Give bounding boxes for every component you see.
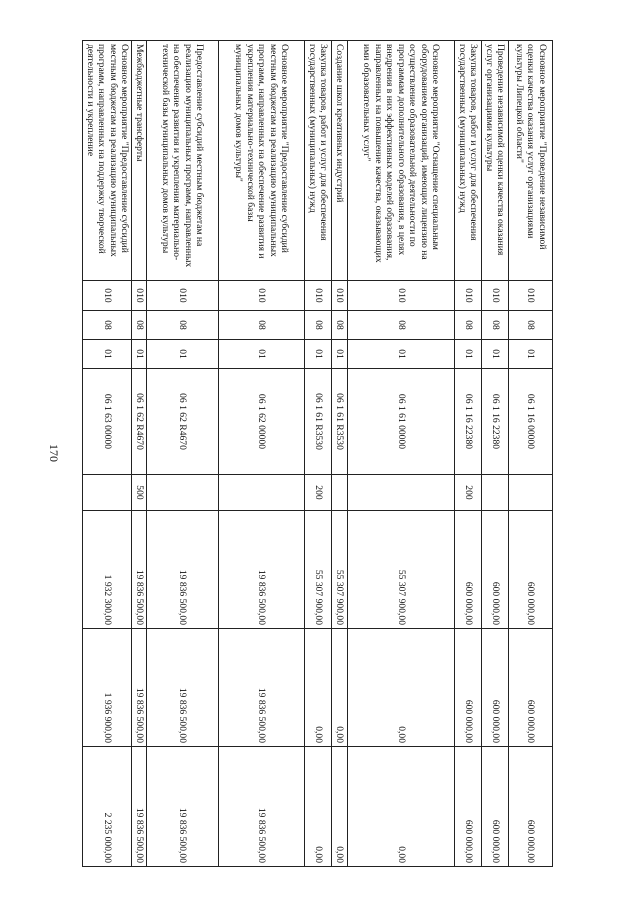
row-subsection: 01 bbox=[147, 340, 219, 369]
row-expense-type bbox=[482, 475, 509, 511]
row-subsection: 01 bbox=[305, 340, 332, 369]
row-amount-year1: 19 836 500,00 bbox=[147, 511, 219, 629]
row-admin-code: 010 bbox=[332, 281, 348, 311]
row-name: Основное мероприятие "Оснащение специальным оборудованием организаций, имеющих лицензию на осуществление образовательной деятельности по программам дополнительного образования, в целях внедрения в них эффективных моделей образования, направленных на повышение качества, оказывающих ими образовательных услуг" bbox=[348, 41, 455, 281]
row-name: Проведение независимой оценки качества оказания услуг организациями культуры bbox=[482, 41, 509, 281]
row-section: 08 bbox=[509, 311, 553, 340]
row-amount-year3: 19 836 500,00 bbox=[219, 747, 305, 867]
page-number: 170 bbox=[47, 444, 61, 462]
row-amount-year3: 600 000,00 bbox=[455, 747, 482, 867]
row-amount-year1: 55 307 900,00 bbox=[305, 511, 332, 629]
row-name: Основное мероприятие "Проведение независимой оценки качества оказания услуг организациями культуры Липецкой области" bbox=[509, 41, 553, 281]
row-expense-type: 200 bbox=[455, 475, 482, 511]
table-row bbox=[455, 41, 482, 867]
row-amount-year2: 19 836 500,00 bbox=[219, 629, 305, 747]
row-section: 08 bbox=[455, 311, 482, 340]
row-target-article: 06 1 16 00000 bbox=[509, 369, 553, 475]
table-row bbox=[482, 41, 509, 867]
row-admin-code: 010 bbox=[83, 281, 132, 311]
row-subsection: 01 bbox=[348, 340, 455, 369]
table-row bbox=[132, 41, 147, 867]
row-section: 08 bbox=[482, 311, 509, 340]
row-amount-year1: 600 000,00 bbox=[509, 511, 553, 629]
row-target-article: 06 1 16 22380 bbox=[455, 369, 482, 475]
row-expense-type bbox=[509, 475, 553, 511]
row-amount-year3: 0,00 bbox=[348, 747, 455, 867]
row-amount-year2: 600 000,00 bbox=[509, 629, 553, 747]
row-name: Основное мероприятие "Предоставление субсидий местным бюджетам на реализацию муниципальных программ, направленных на обеспечение развития и укрепления материально-технической базы муниципальных домов культуры" bbox=[219, 41, 305, 281]
row-subsection: 01 bbox=[83, 340, 132, 369]
rotated-page bbox=[84, 40, 553, 866]
row-admin-code: 010 bbox=[348, 281, 455, 311]
row-target-article: 06 1 62 00000 bbox=[219, 369, 305, 475]
row-admin-code: 010 bbox=[509, 281, 553, 311]
row-target-article: 06 1 62 R4670 bbox=[132, 369, 147, 475]
row-subsection: 01 bbox=[509, 340, 553, 369]
row-amount-year3: 600 000,00 bbox=[509, 747, 553, 867]
row-expense-type bbox=[147, 475, 219, 511]
row-admin-code: 010 bbox=[482, 281, 509, 311]
row-admin-code: 010 bbox=[132, 281, 147, 311]
row-name: Создание школ креативных индустрий bbox=[332, 41, 348, 281]
table-row bbox=[83, 41, 132, 867]
table-row bbox=[305, 41, 332, 867]
table-row bbox=[219, 41, 305, 867]
row-amount-year2: 19 836 500,00 bbox=[132, 629, 147, 747]
row-expense-type: 500 bbox=[132, 475, 147, 511]
row-amount-year3: 19 836 500,00 bbox=[132, 747, 147, 867]
row-expense-type bbox=[219, 475, 305, 511]
row-subsection: 01 bbox=[132, 340, 147, 369]
row-amount-year3: 600 000,00 bbox=[482, 747, 509, 867]
row-admin-code: 010 bbox=[305, 281, 332, 311]
row-subsection: 01 bbox=[455, 340, 482, 369]
budget-table bbox=[82, 40, 553, 867]
row-subsection: 01 bbox=[482, 340, 509, 369]
table-row bbox=[147, 41, 219, 867]
table-row bbox=[509, 41, 553, 867]
row-name: Предоставление субсидий местным бюджетам на реализацию муниципальных программ, направленных на обеспечение развития и укрепления материально-технической базы муниципальных домов культуры bbox=[147, 41, 219, 281]
row-section: 08 bbox=[132, 311, 147, 340]
row-amount-year2: 600 000,00 bbox=[482, 629, 509, 747]
row-expense-type bbox=[332, 475, 348, 511]
row-admin-code: 010 bbox=[147, 281, 219, 311]
row-amount-year3: 2 235 000,00 bbox=[83, 747, 132, 867]
row-name: Межбюджетные трансферты bbox=[132, 41, 147, 281]
row-expense-type bbox=[348, 475, 455, 511]
table-row bbox=[332, 41, 348, 867]
row-amount-year2: 600 000,00 bbox=[455, 629, 482, 747]
row-amount-year3: 19 836 500,00 bbox=[147, 747, 219, 867]
row-amount-year2: 0,00 bbox=[305, 629, 332, 747]
row-admin-code: 010 bbox=[219, 281, 305, 311]
row-amount-year2: 0,00 bbox=[348, 629, 455, 747]
row-target-article: 06 1 16 22380 bbox=[482, 369, 509, 475]
row-amount-year3: 0,00 bbox=[305, 747, 332, 867]
row-subsection: 01 bbox=[332, 340, 348, 369]
row-target-article: 06 1 62 R4670 bbox=[147, 369, 219, 475]
row-expense-type: 200 bbox=[305, 475, 332, 511]
row-amount-year1: 55 307 900,00 bbox=[332, 511, 348, 629]
row-subsection: 01 bbox=[219, 340, 305, 369]
table-row bbox=[348, 41, 455, 867]
row-amount-year2: 1 936 900,00 bbox=[83, 629, 132, 747]
row-section: 08 bbox=[147, 311, 219, 340]
row-name: Основное мероприятие "Предоставление субсидий местным бюджетам на реализацию муниципальных программ, направленных на поддержку творческой деятельности и укрепление bbox=[83, 41, 132, 281]
row-amount-year2: 0,00 bbox=[332, 629, 348, 747]
row-expense-type bbox=[83, 475, 132, 511]
row-section: 08 bbox=[332, 311, 348, 340]
row-amount-year3: 0,00 bbox=[332, 747, 348, 867]
row-admin-code: 010 bbox=[455, 281, 482, 311]
row-amount-year1: 19 836 500,00 bbox=[219, 511, 305, 629]
row-target-article: 06 1 61 R3530 bbox=[305, 369, 332, 475]
row-target-article: 06 1 61 R3530 bbox=[332, 369, 348, 475]
row-amount-year1: 19 836 500,00 bbox=[132, 511, 147, 629]
row-section: 08 bbox=[348, 311, 455, 340]
row-section: 08 bbox=[219, 311, 305, 340]
row-section: 08 bbox=[83, 311, 132, 340]
row-amount-year1: 1 932 300,00 bbox=[83, 511, 132, 629]
row-amount-year2: 19 836 500,00 bbox=[147, 629, 219, 747]
row-amount-year1: 600 000,00 bbox=[455, 511, 482, 629]
row-section: 08 bbox=[305, 311, 332, 340]
row-name: Закупка товаров, работ и услуг для обеспечения государственных (муниципальных) нужд bbox=[455, 41, 482, 281]
row-target-article: 06 1 63 00000 bbox=[83, 369, 132, 475]
row-amount-year1: 600 000,00 bbox=[482, 511, 509, 629]
row-target-article: 06 1 61 00000 bbox=[348, 369, 455, 475]
row-name: Закупка товаров, работ и услуг для обеспечения государственных (муниципальных) нужд bbox=[305, 41, 332, 281]
row-amount-year1: 55 307 900,00 bbox=[348, 511, 455, 629]
